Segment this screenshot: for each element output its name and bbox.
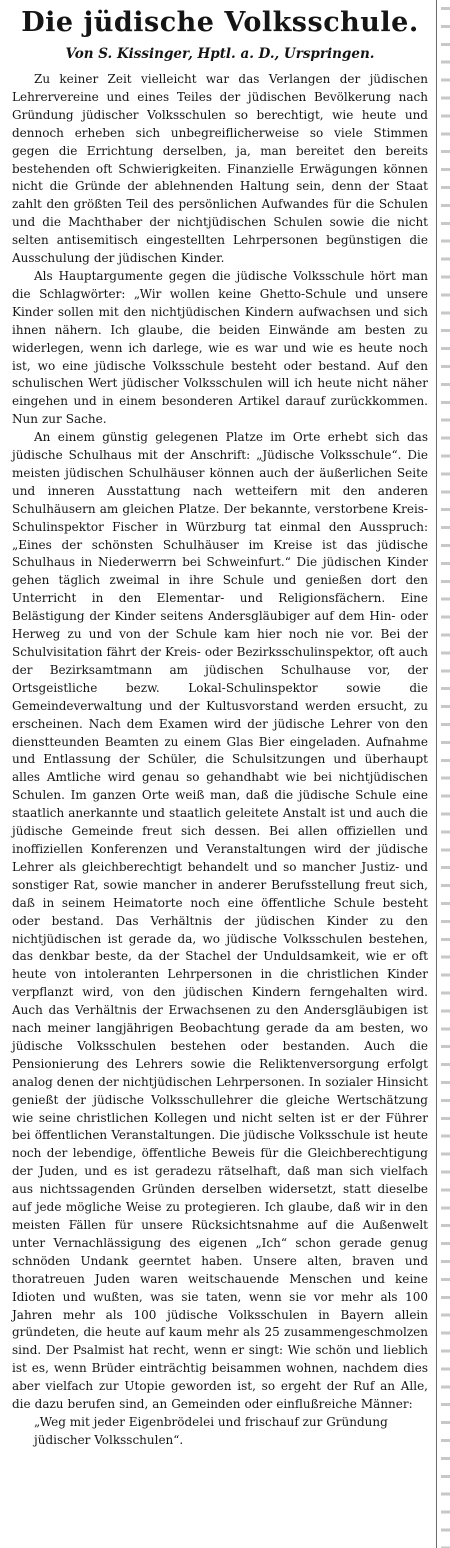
article-closing-quote: „Weg mit jeder Eigenbrödelei und frischauf zur Gründung jüdischer Volksschulen“. bbox=[34, 1414, 388, 1447]
article-paragraph: Als Hauptargumente gegen die jüdische Volksschule hört man die Schlagwörter: „Wir wollen keine Ghetto-Schule und unsere Kinder sollen mit den nichtjüdischen Kindern aufwachsen und sich ihnen nähern. Ich glaube, die beiden Einwände am besten zu widerlegen, wenn ich darlege, wie es war und wie es heute noch ist, wo eine jüdische Volksschule besteht oder bestand. Auf den schulischen Wert jüdischer Volksschulen will ich heute nicht näher eingehen und in einem besonderen Artikel darauf zurückkommen. Nun zur Sache. bbox=[12, 268, 428, 427]
column-divider bbox=[436, 0, 437, 1548]
article-byline: Von S. Kissinger, Hptl. a. D., Urspringen. bbox=[65, 46, 375, 62]
article-paragraph: Zu keiner Zeit vielleicht war das Verlangen der jüdischen Lehrervereine und eines Teiles der jüdischen Bevölkerung nach Gründung jüdischer Volksschulen so berechtigt, wie heute und dennoch erheben sich unbegreiflicherweise so viele Stimmen gegen die Errichtung derselben, ja, man bereitet den bereits bestehenden oft Schwierigkeiten. Finanzielle Erwägungen können nicht die Gründe der ablehnenden Haltung sein, denn der Staat zahlt den größten Teil des persönlichen Aufwandes für die Schulen und die Machthaber der nichtjüdischen Schulen sowie die nicht selten antisemitisch eingestellten Lehrpersonen begünstigen die Ausschulung der jüdischen Kinder. bbox=[12, 72, 428, 266]
article-paragraph: An einem günstig gelegenen Platze im Orte erhebt sich das jüdische Schulhaus mit der Anschrift: „Jüdische Volksschule“. Die meisten jüdischen Schulhäuser können auch der äußerlichen Seite und inneren Ausstattung nach wetteifern mit den anderen Schulhäusern am gleichen Platze. Der bekannte, verstorbene Kreis-Schulinspektor Fischer in Würzburg tat einmal den Ausspruch: „Eines der schönsten Schulhäuser im Kreise ist das jüdische Schulhaus in Niederwerrn bei Schweinfurt.“ Die jüdischen Kinder gehen täglich zweimal in ihre Schule und genießen dort den Unterricht in den Elementar- und Religionsfächern. Eine Belästigung der Kinder seitens Andersgläubiger auf dem Hin- oder Herweg zu und von der Schule kam hier noch nie vor. Bei der Schulvisitation fährt der Kreis- oder Bezirksschulinspektor, oft auch der Bezirksamtmann am jüdischen Schulhause vor, der Ortsgeistliche bezw. Lokal-Schulinspektor sowie die Gemeindeverwaltung und der Kultusvorstand werden ersucht, zu erscheinen. Nach dem Examen wird der jüdische Lehrer von den dienstteunden Beamten zu einem Glas Bier eingeladen. Aufnahme und Entlassung der Schüler, die Schulsitzungen und überhaupt alles Amtliche wird genau so gehandhabt wie bei nichtjüdischen Schulen. Im ganzen Orte weiß man, daß die jüdische Schule eine staatlich anerkannte und staatlich geleitete Anstalt ist und auch die jüdische Gemeinde freut sich dessen. Bei allen offiziellen und inoffiziellen Konferenzen und Veranstaltungen wird der jüdische Lehrer als gleichberechtigt behandelt und so mancher Justiz- und sonstiger Rat, sowie mancher in anderer Berufsstellung freut sich, daß in seinem Heimatorte noch eine öffentliche Schule besteht oder bestand. Das Verhältnis der jüdischen Kinder zu den nichtjüdischen ist gerade da, wo jüdische Volksschulen bestehen, das denkbar beste, da der Stachel der Unduldsamkeit, wie er oft heute von intoleranten Lehrpersonen in die christlichen Kinder verpflanzt wird, von den jüdischen Kindern ferngehalten wird. Auch das Verhältnis der Erwachsenen zu den Andersgläubigen ist nach meiner langjährigen Beobachtung gerade da am besten, wo jüdische Volksschulen bestehen oder bestanden. Auch die Pensionierung des Lehrers sowie die Reliktenversorgung erfolgt analog denen der nichtjüdischen Lehrpersonen. In sozialer Hinsicht genießt der jüdische Volksschullehrer die gleiche Wertschätzung wie seine christlichen Kollegen und nicht selten ist er der Führer bei öffentlichen Veranstaltungen. Die jüdische Volksschule ist heute noch der lebendige, öffentliche Beweis für die Gleichberechtigung der Juden, und es ist geradezu rätselhaft, daß man sich vielfach aus nichtssagenden Gründen derselben widersetzt, statt dieselbe auf jede mögliche Weise zu protegieren. Ich glaube, daß wir in den meisten Fällen für unsere Rücksichtsnahme auf die Außenwelt unter Vernachlässigung des eigenen „Ich“ schon gerade genug schnöden Undank geerntet haben. Unsere alten, braven und thoratreuen Juden waren weitschauende Menschen und keine Idioten und wußten, was sie taten, wenn sie vor mehr als 100 Jahren mehr als 100 jüdische Volksschulen in Bayern allein gründeten, die heute auf kaum mehr als 25 zusammengeschmolzen sind. Der Psalmist hat recht, wenn er singt: Wie schön und lieblich ist es, wenn Brüder einträchtig beisammen wohnen, nachdem dies aber vielfach zur Utopie geworden ist, so ergeht der Ruf an Alle, die dazu berufen sind, an Gemeinden oder einflußreiche Männer: bbox=[12, 430, 428, 1412]
article-title: Die jüdische Volksschule. bbox=[21, 7, 419, 38]
adjacent-column-fragment bbox=[441, 0, 450, 1548]
article-column bbox=[12, 6, 428, 1450]
